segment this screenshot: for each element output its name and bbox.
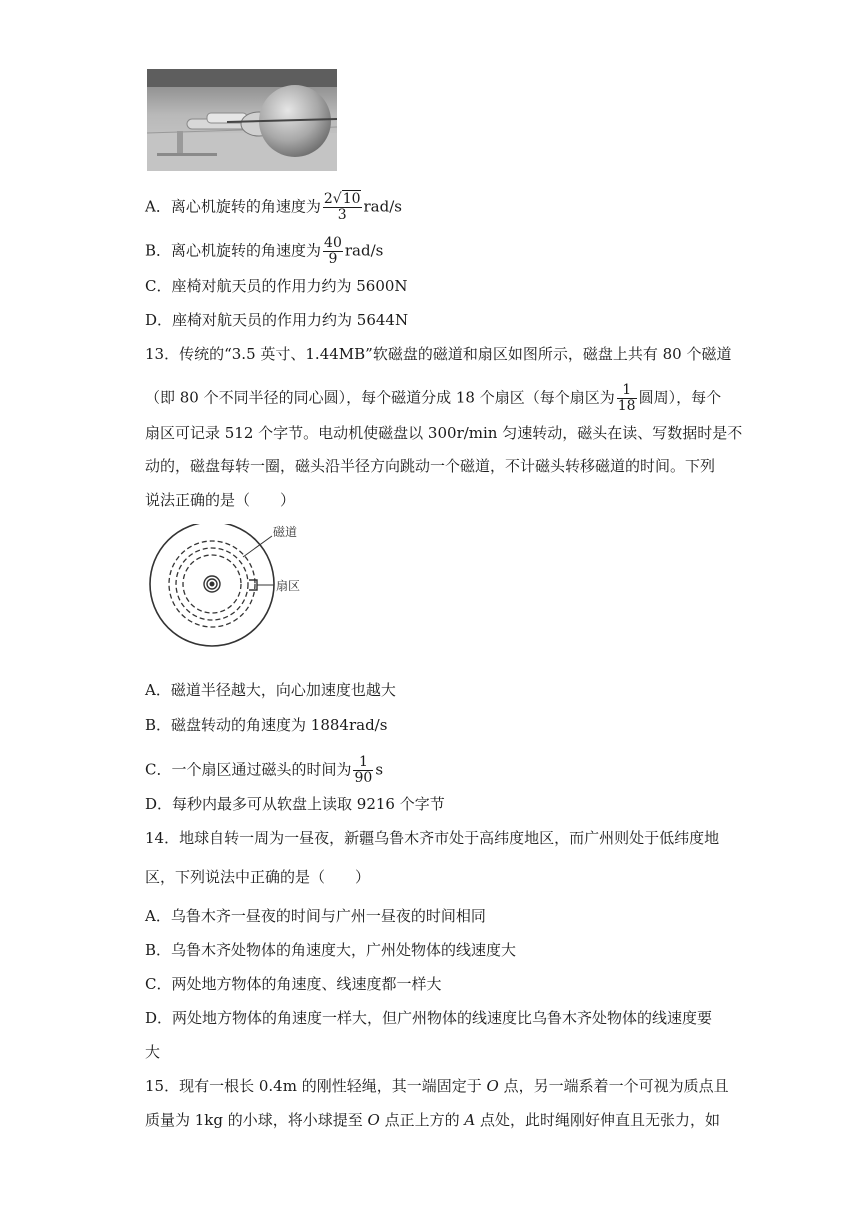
q12-option-c: C．座椅对航天员的作用力约为 5600N <box>145 277 408 295</box>
q15-stem-line1 <box>145 1076 729 1096</box>
q15-stem-line2 <box>145 1110 720 1130</box>
q13-stem-line3: 扇区可记录 512 个字节。电动机使磁盘以 300r/min 匀速转动，磁头在读、写数据时是不 <box>145 424 743 442</box>
q12-option-d: D．座椅对航天员的作用力约为 5644N <box>145 311 409 329</box>
q13-stem-line1: 13．传统的“3.5 英寸、1.44MB”软磁盘的磁道和扇区如图所示，磁盘上共有 80 个磁道 <box>145 345 732 363</box>
q15-line2-part-b: 点正上方的 <box>379 1111 465 1129</box>
q13-option-b: B．磁盘转动的角速度为 1884rad/s <box>145 716 388 734</box>
q12-option-b <box>145 236 383 267</box>
q13-stem-line2 <box>145 383 721 414</box>
q13-option-d: D．每秒内最多可从软盘上读取 9216 个字节 <box>145 795 445 813</box>
q14-stem-line1: 14．地球自转一周为一昼夜，新疆乌鲁木齐市处于高纬度地区，而广州则处于低纬度地 <box>145 829 720 847</box>
q15-line1-part-b: 点，另一端系着一个可视为质点且 <box>498 1077 729 1095</box>
q15-line2-part-c: 点处，此时绳刚好伸直且无张力，如 <box>475 1111 721 1129</box>
sector-label: 扇区 <box>276 579 301 593</box>
q13-fraction-denominator: 18 <box>617 398 636 414</box>
q12-option-b-denominator: 9 <box>328 251 338 267</box>
q14-option-c: C．两处地方物体的角速度、线速度都一样大 <box>145 975 442 993</box>
q15-line2-part-a: 质量为 1kg 的小球，将小球提至 <box>145 1111 368 1129</box>
q12-option-b-numerator: 40 <box>324 235 342 251</box>
q15-point-a: A <box>464 1111 476 1129</box>
q15-line1-part-a: 15．现有一根长 0.4m 的刚性轻绳，其一端固定于 <box>145 1077 487 1095</box>
q13-stem-line5: 说法正确的是（ ） <box>145 491 296 509</box>
q13-option-c-fraction <box>353 755 373 786</box>
q12-option-a-fraction: $\frac{2√10}{3}$ <box>323 191 361 223</box>
q14-option-d-line2: 大 <box>145 1043 161 1061</box>
q12-option-a-radicand: 10 <box>342 191 361 207</box>
q13-fraction <box>617 383 637 414</box>
q14-stem-line2: 区，下列说法中正确的是（ ） <box>145 868 371 886</box>
q13-stem-line2-prefix: （即 80 个不同半径的同心圆），每个磁道分成 18 个扇区（每个扇区为 <box>145 388 615 407</box>
centrifuge-photo <box>147 69 337 171</box>
q15-point-o: O <box>486 1077 499 1095</box>
q12-option-a <box>145 192 402 223</box>
q13-option-c-denominator: 90 <box>354 770 373 786</box>
q12-option-a-unit: rad/s <box>363 197 402 216</box>
q13-option-c-numerator: 1 <box>353 755 373 771</box>
q12-option-a-text: A．离心机旋转的角速度为 <box>145 197 321 216</box>
q12-option-a-denominator: 3 <box>337 207 347 223</box>
q14-option-d-line1: D．两处地方物体的角速度一样大，但广州物体的线速度比乌鲁木齐处物体的线速度要 <box>145 1009 713 1027</box>
q12-option-b-fraction <box>323 236 343 267</box>
q12-option-b-unit: rad/s <box>344 241 384 260</box>
q13-option-c-text: C．一个扇区通过磁头的时间为 <box>145 760 352 779</box>
q13-fraction-numerator: 1 <box>617 383 637 399</box>
q13-option-c <box>145 755 383 786</box>
q12-option-b-text: B．离心机旋转的角速度为 <box>145 241 322 260</box>
track-label: 磁道 <box>273 525 298 539</box>
q13-stem-line4: 动的，磁盘每转一圈，磁头沿半径方向跳动一个磁道，不计磁头转移磁道的时间。下列 <box>145 457 716 475</box>
q12-option-a-coef: 2 <box>323 191 333 207</box>
q13-stem-line2-suffix: 圆周），每个 <box>638 388 722 407</box>
q14-option-a: A．乌鲁木齐一昼夜的时间与广州一昼夜的时间相同 <box>145 907 486 925</box>
q14-option-b: B．乌鲁木齐处物体的角速度大，广州处物体的线速度大 <box>145 941 517 959</box>
floppy-disk-figure <box>145 524 335 670</box>
q13-option-a: A．磁道半径越大，向心加速度也越大 <box>145 681 396 699</box>
q13-option-c-unit: s <box>375 760 384 779</box>
q15-point-o-2: O <box>367 1111 380 1129</box>
